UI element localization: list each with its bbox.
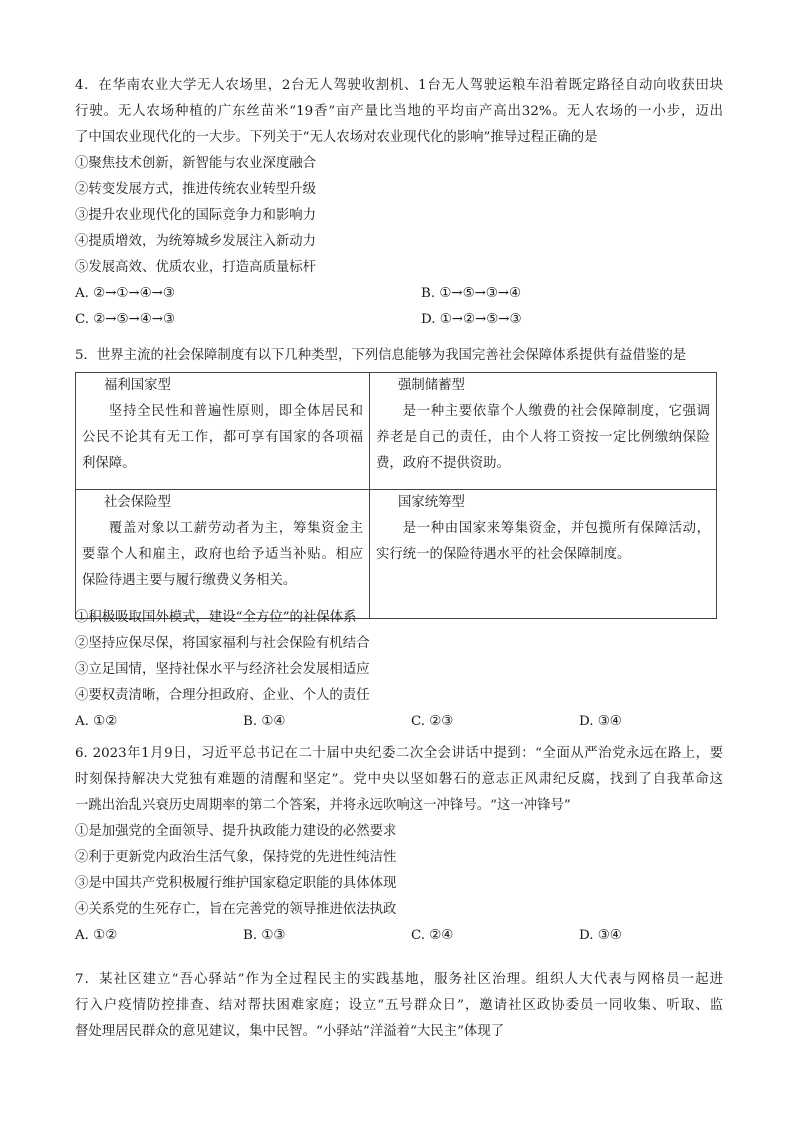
social-security-table xyxy=(75,372,717,619)
q6-item-1: ①是加强党的全面领导、提升执政能力建设的必然要求 xyxy=(75,824,397,839)
q6-option-c[interactable]: C. ②④ xyxy=(411,928,454,943)
q6-option-b[interactable]: B. ①③ xyxy=(243,928,286,943)
national-body: 是一种由国家来筹集资金，并包揽所有保障活动，实行统一的保险待遇水平的社会保障制度。 xyxy=(376,521,710,562)
table-cell-insurance xyxy=(76,490,370,619)
q4-stem-line-1: 4．在华南农业大学无人农场里，2台无人驾驶收割机、1台无人驾驶运粮车沿着既定路径自动向收获田块 xyxy=(75,78,723,93)
q7-stem-line-1: 7．某社区建立“吾心驿站”作为全过程民主的实践基地，服务社区治理。组织人大代表与网格员一起进 xyxy=(75,972,723,987)
q4-options-row-2 xyxy=(75,307,723,333)
q5-option-b[interactable]: B. ①④ xyxy=(243,714,286,729)
q6-item-4: ④关系党的生死存亡，旨在完善党的领导推进依法执政 xyxy=(75,902,397,917)
q7-stem-line-3: 督处理居民群众的意见建议，集中民智。“小驿站”洋溢着“大民主”体现了 xyxy=(75,1024,505,1039)
table-row xyxy=(76,490,717,619)
q4-item-5: ⑤发展高效、优质农业，打造高质量标杆 xyxy=(75,260,317,275)
q6-item-3: ③是中国共产党积极履行维护国家稳定职能的具体体现 xyxy=(75,876,397,891)
q4-option-d[interactable]: D. ①→②→⑤→③ xyxy=(421,312,522,327)
q4-option-c[interactable]: C. ②→⑤→④→③ xyxy=(75,312,175,327)
q6-option-d[interactable]: D. ③④ xyxy=(579,928,622,943)
q5-options-row xyxy=(75,709,723,735)
question-5-stem xyxy=(75,343,723,369)
q5-item-4: ④要权责清晰，合理分担政府、企业、个人的责任 xyxy=(75,688,370,703)
savings-body: 是一种主要依靠个人缴费的社会保障制度，它强调养老是自己的责任，由个人将工资按一定比例缴纳保险费，政府不提供资助。 xyxy=(376,404,710,471)
q5-item-2: ②坚持应保尽保，将国家福利与社会保险有机结合 xyxy=(75,636,370,651)
q5-option-d[interactable]: D. ③④ xyxy=(579,714,622,729)
question-7 xyxy=(75,967,723,1045)
question-4 xyxy=(75,73,723,333)
table-cell-welfare xyxy=(76,373,370,490)
question-5-choices xyxy=(75,605,723,735)
q4-options-row-1 xyxy=(75,281,723,307)
q5-item-1: ①积极吸取国外模式，建设“全方位”的社保体系 xyxy=(75,610,357,625)
question-6 xyxy=(75,741,723,949)
q4-item-2: ②转变发展方式，推进传统农业转型升级 xyxy=(75,182,317,197)
q4-option-b[interactable]: B. ①→⑤→③→④ xyxy=(421,286,522,301)
table-cell-national xyxy=(370,490,717,619)
q6-stem-line-1: 6. 2023年1月9日，习近平总书记在二十届中央纪委二次全会讲话中提到：“全面从严治党永远在路上，要 xyxy=(75,746,723,761)
welfare-title: 福利国家型 xyxy=(104,378,171,393)
q4-stem-line-3: 了中国农业现代化的一大步。下列关于“无人农场对农业现代化的影响”推导过程正确的是 xyxy=(75,130,598,145)
national-title: 国家统筹型 xyxy=(398,495,465,510)
q6-item-2: ②利于更新党内政治生活气象，保持党的先进性纯洁性 xyxy=(75,850,397,865)
q4-item-1: ①聚焦技术创新，新智能与农业深度融合 xyxy=(75,156,317,171)
q5-option-a[interactable]: A. ①② xyxy=(75,714,118,729)
q4-item-4: ④提质增效，为统筹城乡发展注入新动力 xyxy=(75,234,317,249)
insurance-title: 社会保险型 xyxy=(104,495,171,510)
q5-option-c[interactable]: C. ②③ xyxy=(411,714,454,729)
q7-stem-line-2: 行入户疫情防控排查、结对帮扶困难家庭；设立“五号群众日”，邀请社区政协委员一同收集、听取、监 xyxy=(75,998,723,1013)
q5-item-3: ③立足国情，坚持社保水平与经济社会发展相适应 xyxy=(75,662,370,677)
q5-stem: 5．世界主流的社会保障制度有以下几种类型，下列信息能够为我国完善社会保障体系提供有益借鉴的是 xyxy=(75,348,687,363)
q6-options-row xyxy=(75,923,723,949)
insurance-body: 覆盖对象以工薪劳动者为主，筹集资金主要靠个人和雇主，政府也给予适当补贴。相应保险待遇主要与履行缴费义务相关。 xyxy=(82,521,363,588)
q6-stem-line-2: 时刻保持解决大党独有难题的清醒和坚定”。党中央以坚如磐石的意志正风肃纪反腐，找到了自我革命这 xyxy=(75,772,723,787)
welfare-body: 坚持全民性和普遍性原则，即全体居民和公民不论其有无工作，都可享有国家的各项福利保障。 xyxy=(82,404,363,471)
q4-item-3: ③提升农业现代化的国际竞争力和影响力 xyxy=(75,208,317,223)
q4-option-a[interactable]: A. ②→①→④→③ xyxy=(75,286,175,301)
table-cell-savings xyxy=(370,373,717,490)
q4-stem-line-2: 行驶。无人农场种植的广东丝苗米“19香”亩产量比当地的平均亩产高出32%。无人农场的一小步，迈出 xyxy=(75,104,723,119)
q6-option-a[interactable]: A. ①② xyxy=(75,928,118,943)
q6-stem-line-3: 一跳出治乱兴衰历史周期率的第二个答案，并将永远吹响这一冲锋号。“这一冲锋号” xyxy=(75,798,571,813)
savings-title: 强制储蓄型 xyxy=(398,378,465,393)
table-row xyxy=(76,373,717,490)
